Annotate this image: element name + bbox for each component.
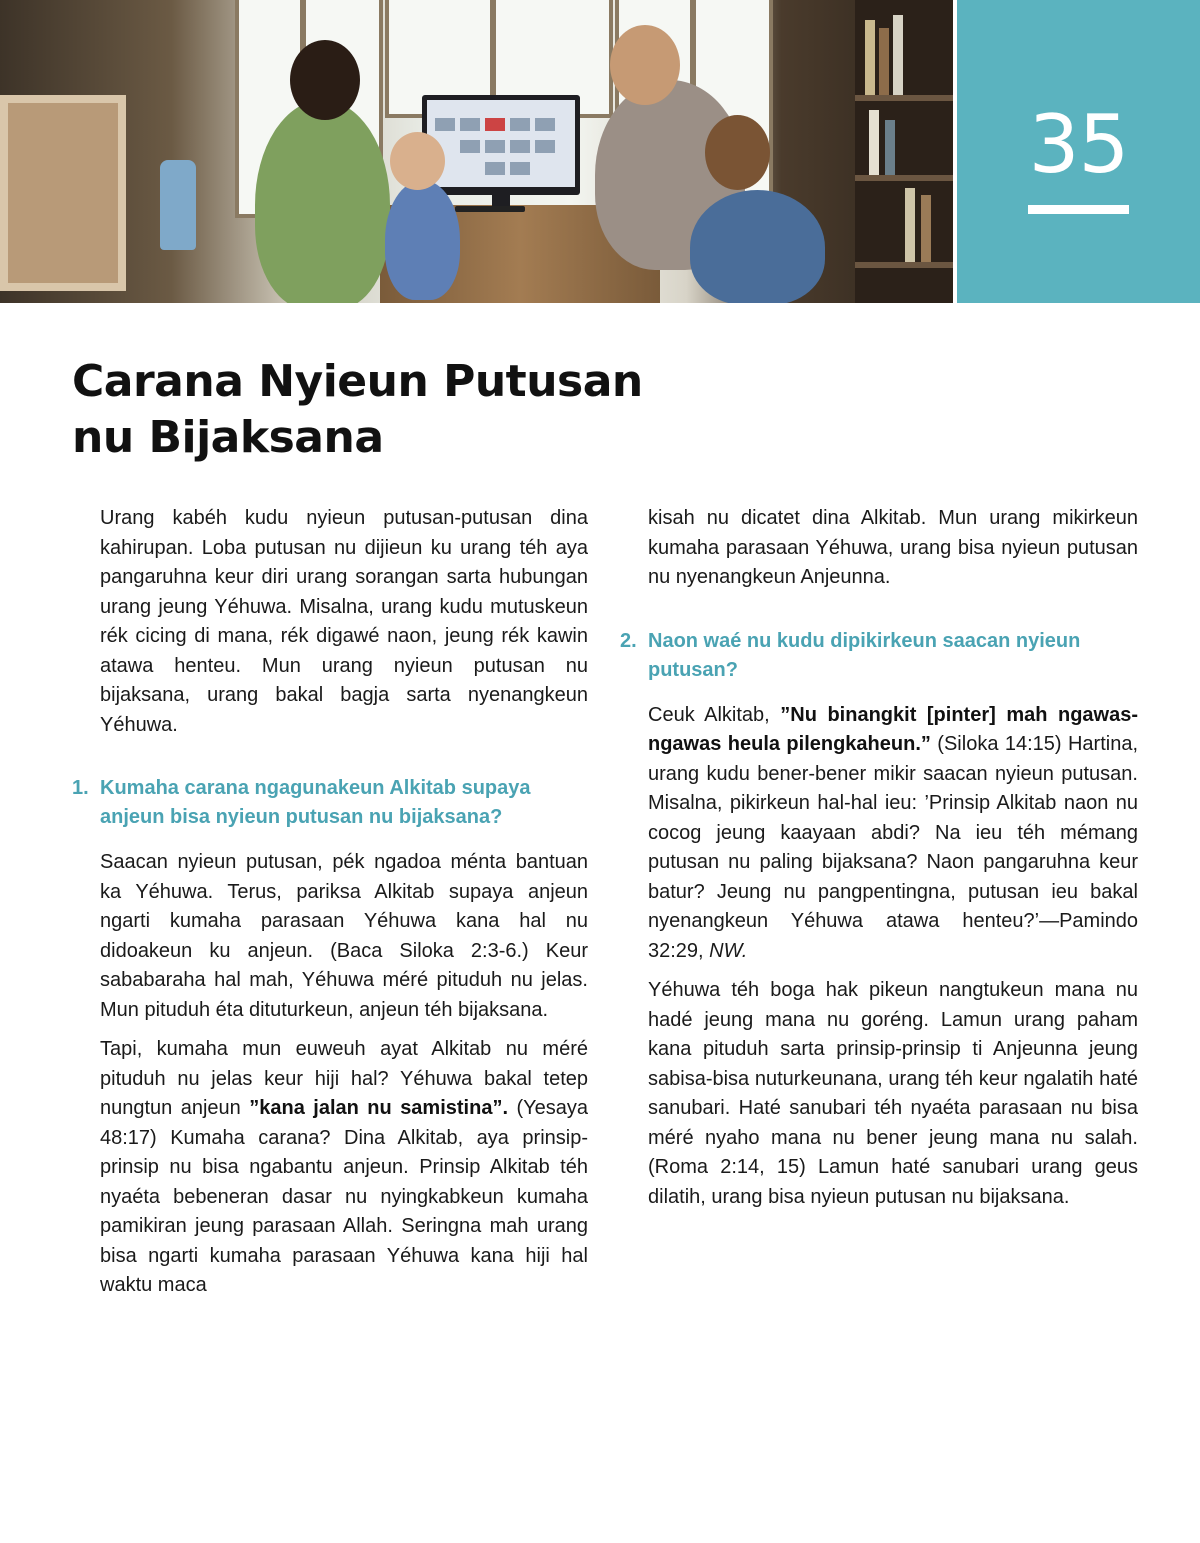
section-1-question-text: Kumaha carana ngagunakeun Alkitab supaya anjeun bisa nyieun putusan nu bijaksana? [100,777,531,828]
lesson-number-underline [1028,205,1129,214]
lesson-number-panel [957,0,1200,303]
scripture-quote: ”Nu binangkit [pinter] mah ngawas-ngawas heula pilengkaheun.” [648,703,1138,755]
lesson-number: 35 [1028,98,1129,191]
page-title [72,354,772,466]
section-1-number: 1. [72,777,89,799]
section-2-paragraph-1: Ceuk Alkitab, ”Nu binangkit [pinter] mah ngawas-ngawas heula pilengkaheun.” (Siloka 14:15) Hartina, urang kudu bener-bener mikir saacan nyieun putusan. Misalna, pikirkeun hal-hal ieu: ’Prinsip Alkitab naon nu cocog jeung kaayaan abdi? Na ieu téh mémang putusan nu paling bijaksana? Naon pangaruhna keur batur? Jeung nu pangpentingna, putusan ieu bakal nyenangkeun Yéhuwa atawa henteu?’—Pamindo 32:29, NW. [648,703,1139,962]
section-1-paragraph-2-continued: kisah nu dicatet dina Alkitab. Mun urang mikirkeun kumaha parasaan Yéhuwa, urang bisa nyieun putusan nu nyenangkeun Anjeunna. [648,507,1138,588]
section-2-question-text: Naon waé nu kudu dipikirkeun saacan nyieun putusan? [648,629,1081,681]
header-photo [0,0,953,303]
scripture-quote: ”kana jalan nu samistina”. [249,1097,509,1119]
section-2-question [620,627,1138,685]
left-column [72,504,588,1311]
intro-paragraph: Urang kabéh kudu nyieun putusan-putusan dina kahirupan. Loba putusan nu dijieun ku urang téh aya pangaruhna keur diri urang sorangan sarta hubungan urang jeung Yéhuwa. Misalna, urang kudu mutuskeun rék cicing di mana, rék digawé naon, jeung rék kawin atawa henteu. Mun urang nyieun putusan nu bijaksana, urang bakal bagja sarta nyenangkeun Yéhuwa. [100,507,588,736]
section-2-number: 2. [620,629,637,652]
title-line-2: nu Bijaksana [72,412,384,463]
section-2-paragraph-2: Yéhuwa téh boga hak pikeun nangtukeun mana nu hadé jeung mana nu goréng. Lamun urang paham kana pituduh sarta prinsip-prinsip ti Anjeunna jeung sabisa-bisa nuturkeunana, urang téh keur ngalatih haté sanubari. Haté sanubari téh nyaéta parasaan nu bisa méré nyaho mana nu bener jeung mana nu salah. (Roma 2:14, 15) Lamun haté sanubari urang geus dilatih, urang bisa nyieun putusan nu bijaksana. [648,979,1138,1208]
section-1-paragraph-2: Tapi, kumaha mun euweuh ayat Alkitab nu méré pituduh nu jelas keur hiji hal? Yéhuwa bakal tetep nungtun anjeun ”kana jalan nu samistina”. (Yesaya 48:17) Kumaha carana? Dina Alkitab, aya prinsip-prinsip nu bisa ngabantu anjeun. Prinsip Alkitab téh nyaéta bebeneran dasar nu nyingkabkeun kumaha pamikiran jeung parasaan Allah. Seringna mah urang bisa ngarti kumaha parasaan Yéhuwa kana hiji hal waktu maca [100,1038,588,1296]
section-1-question [72,774,588,832]
right-column [620,504,1138,1222]
title-line-1: Carana Nyieun Putusan [72,356,643,407]
section-1-paragraph-1: Saacan nyieun putusan, pék ngadoa ménta bantuan ka Yéhuwa. Terus, pariksa Alkitab supaya anjeun ngarti kumaha parasaan Yéhuwa kana hal nu didoakeun ku anjeun. (Baca Siloka 2:3-6.) Keur sababaraha hal mah, Yéhuwa méré pituduh nu jelas. Mun pituduh éta dituturkeun, anjeun téh bijaksana. [100,851,588,1021]
